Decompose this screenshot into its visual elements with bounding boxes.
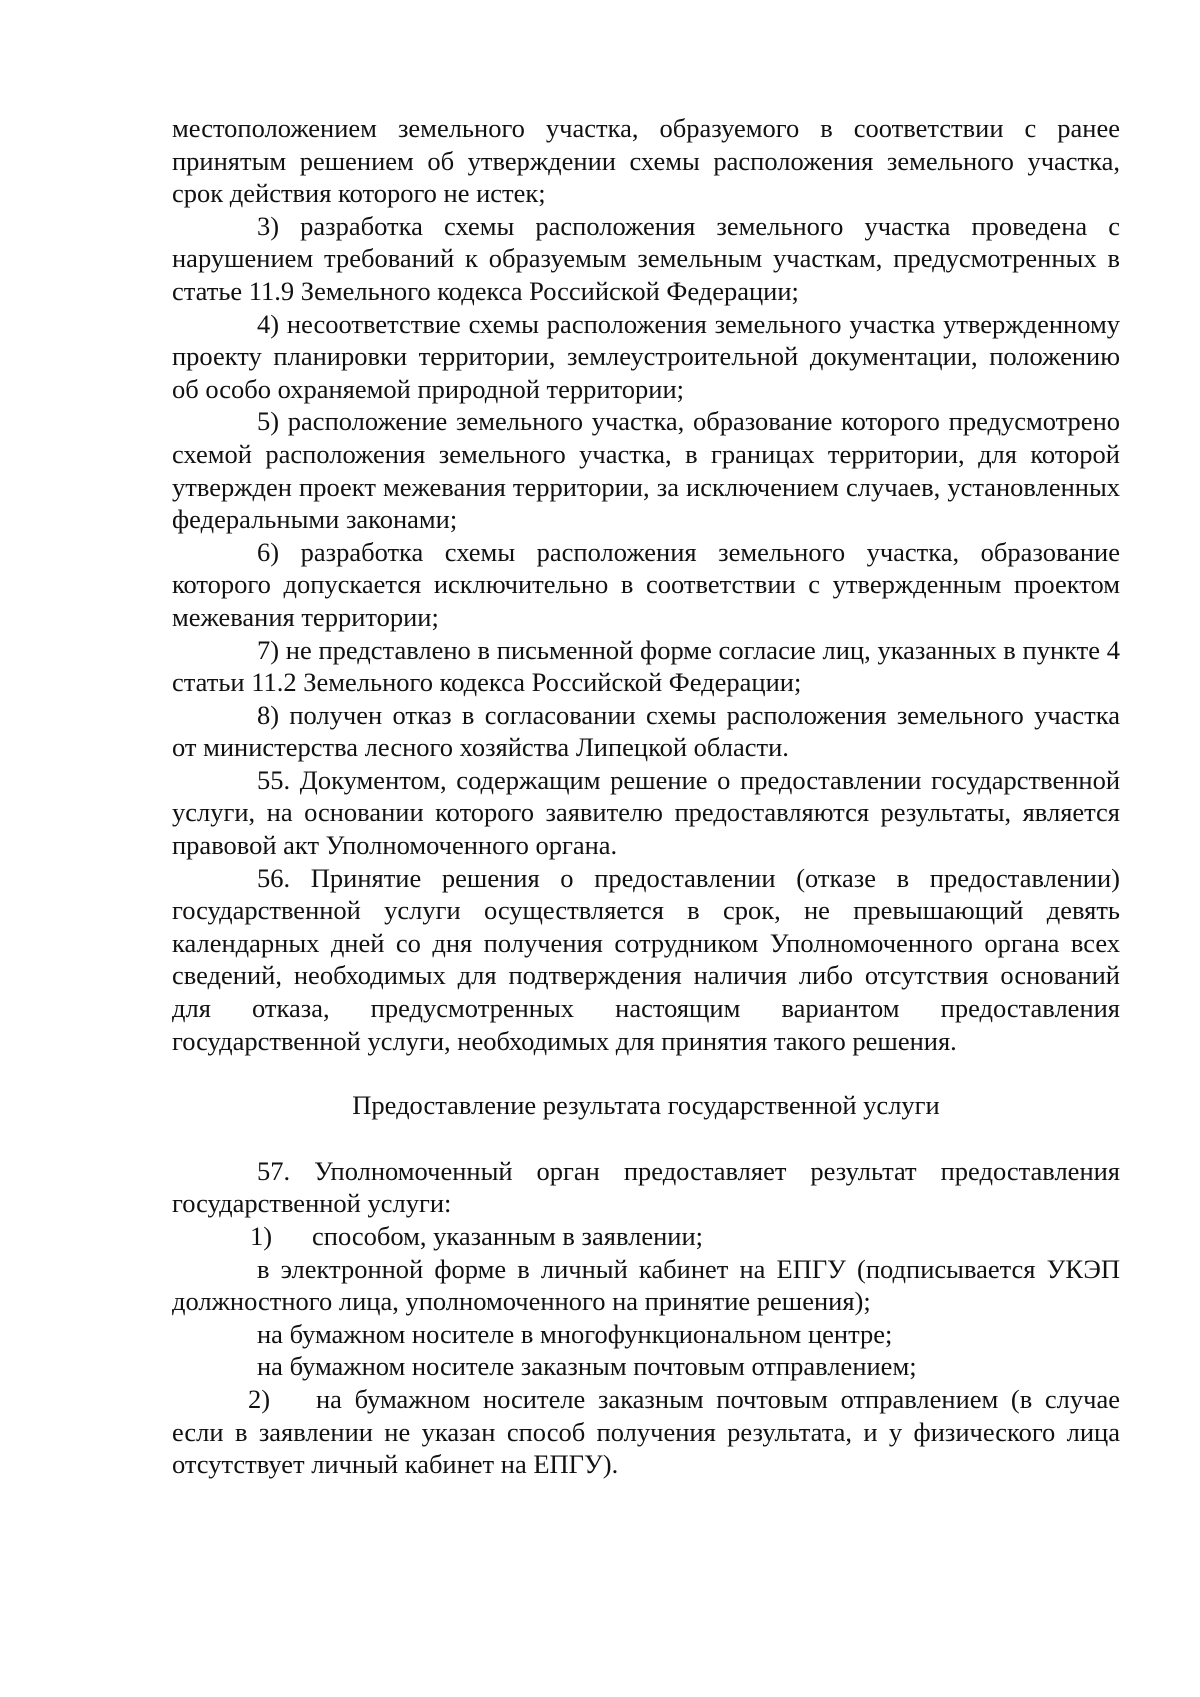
paragraph-56: 56. Принятие решения о предоставлении (отказе в предоставлении) государственной услуги осуществляется в срок, не превышающий девять календарных дней со дня получения сотрудником Уполномоченного органа всех сведений, необходимых для подтверждения наличия либо отсутствия оснований для отказа, предусмотренных настоящим вариантом предоставления государственной услуги, необходимых для принятия такого решения.	[172, 862, 1120, 1056]
paragraph-continuation: местоположением земельного участка, образуемого в соответствии с ранее принятым решением об утверждении схемы расположения земельного участка, срок действия которого не истек;	[172, 113, 1120, 209]
paragraph-item-6: 6) разработка схемы расположения земельного участка, образование которого допускается исключительно в соответствии с утвержденным проектом межевания территории;	[172, 536, 1120, 632]
paragraph-57: 57. Уполномоченный орган предоставляет результат предоставления государственной услуги:	[172, 1155, 1120, 1219]
sub-item-mfc: на бумажном носителе в многофункциональном центре;	[257, 1318, 893, 1349]
list-item-1-number: 1)	[250, 1221, 273, 1251]
paragraph-item-8: 8) получен отказ в согласовании схемы расположения земельного участка от министерства лесного хозяйства Липецкой области.	[172, 699, 1120, 763]
list-item-2-text: на бумажном носителе заказным почтовым отправлением (в случае если в заявлении не указан способ получения результата, и у физического лица отсутствует личный кабинет на ЕПГУ).	[172, 1383, 1120, 1480]
paragraph-item-5: 5) расположение земельного участка, образование которого предусмотрено схемой расположения земельного участка, в границах территории, для которой утвержден проект межевания территории, за исключением случаев, установленных федеральными законами;	[172, 406, 1120, 535]
section-heading: Предоставление результата государственной услуги	[352, 1090, 940, 1121]
paragraph-item-4: 4) несоответствие схемы расположения земельного участка утвержденному проекту планировки территории, землеустроительной документации, положению об особо охраняемой природной территории;	[172, 308, 1120, 404]
list-item-2-number: 2)	[248, 1383, 271, 1414]
sub-item-electronic: в электронной форме в личный кабинет на ЕПГУ (подписывается УКЭП должностного лица, уполномоченного на принятие решения);	[172, 1253, 1120, 1317]
paragraph-item-3: 3) разработка схемы расположения земельного участка проведена с нарушением требований к образуемым земельным участкам, предусмотренных в статье 11.9 Земельного кодекса Российской Федерации;	[172, 210, 1120, 306]
list-item-1	[172, 1220, 1120, 1253]
list-item-1-text: способом, указанным в заявлении;	[312, 1221, 704, 1251]
list-item-2	[172, 1383, 1120, 1481]
paragraph-item-7: 7) не представлено в письменной форме согласие лиц, указанных в пункте 4 статьи 11.2 Земельного кодекса Российской Федерации;	[172, 634, 1120, 698]
document-body	[172, 112, 1120, 1481]
sub-item-mail: на бумажном носителе заказным почтовым отправлением;	[257, 1351, 917, 1382]
paragraph-55: 55. Документом, содержащим решение о предоставлении государственной услуги, на основании которого заявителю предоставляются результаты, является правовой акт Уполномоченного органа.	[172, 764, 1120, 861]
